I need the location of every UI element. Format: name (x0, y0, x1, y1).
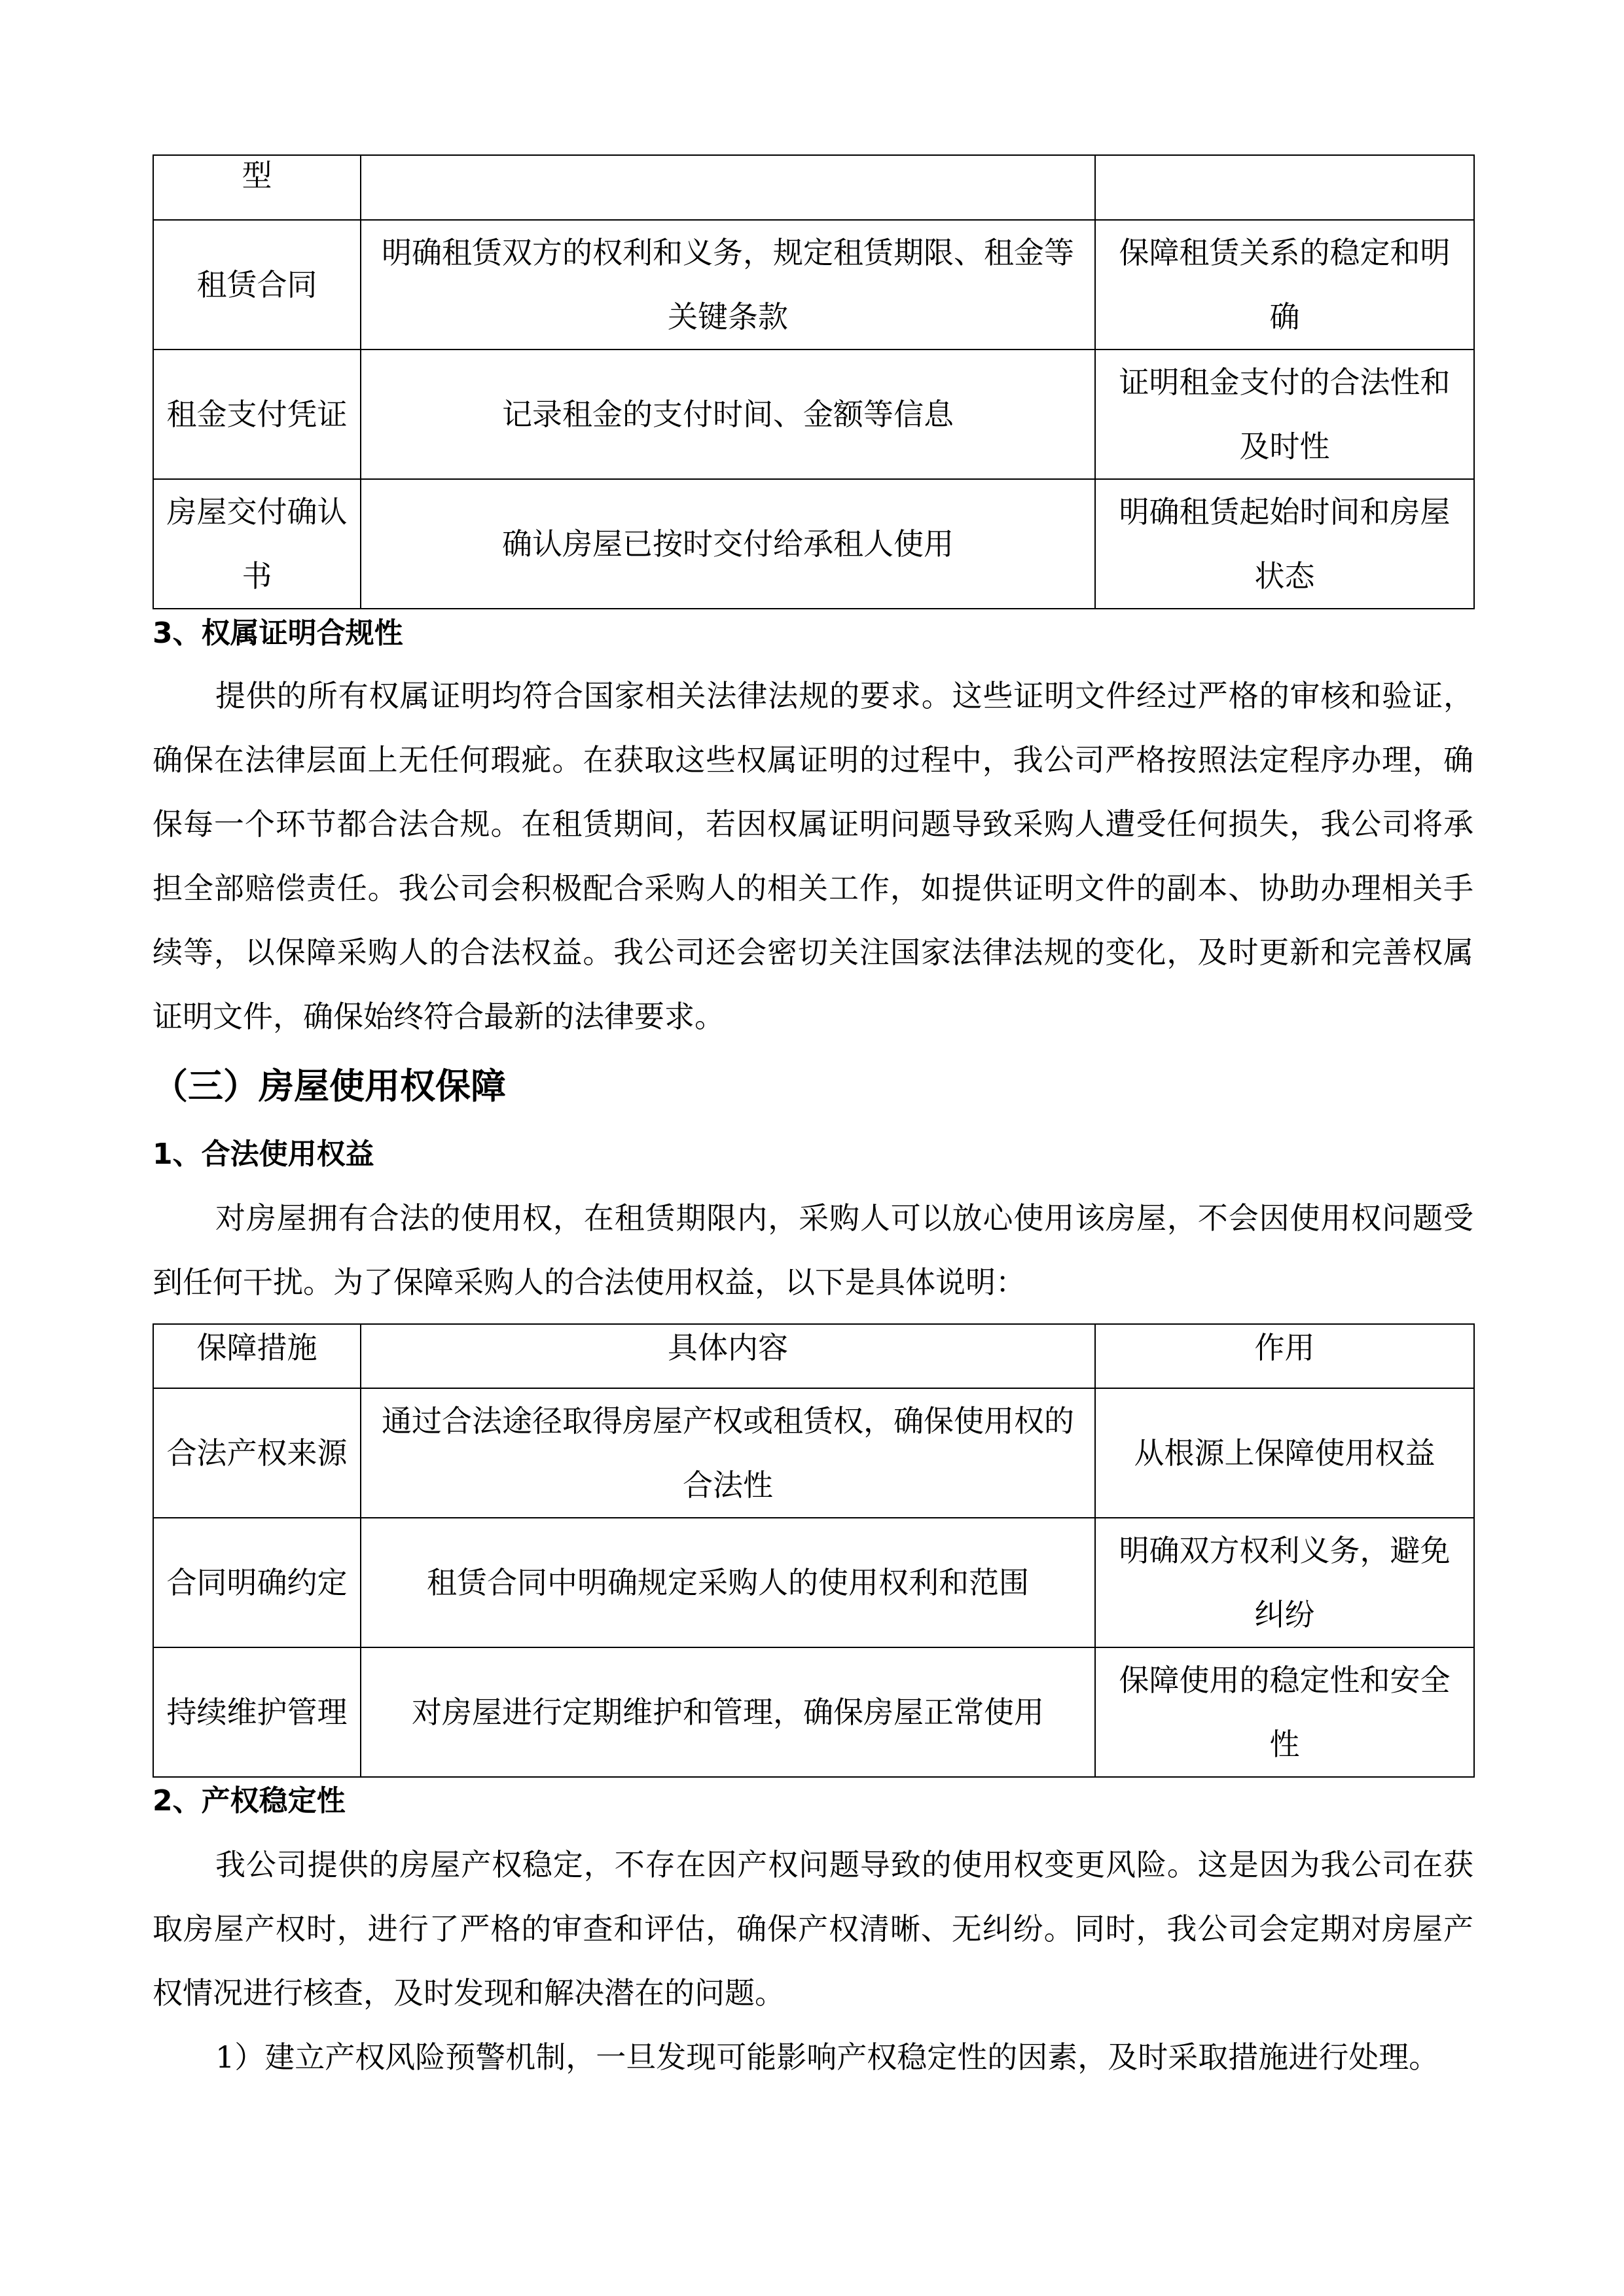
section-heading: 1、合法使用权益 (153, 1138, 374, 1171)
table-cell-text: 确认房屋已按时交付给承租人使用 (502, 526, 954, 562)
table-cell (153, 1647, 361, 1777)
table-cell-text: 型 (242, 158, 272, 193)
table-header-text: 保障措施 (196, 1330, 317, 1365)
section-paragraph: 我公司提供的房屋产权稳定，不存在因产权问题导致的使用权变更风险。这是因为我公司在获取房屋产权时，进行了严格的审查和评估，确保产权清晰、无纠纷。同时，我公司会定期对房屋产权情况进行核查，及时发现和解决潜在的问题。 (153, 1847, 1473, 2011)
table-row (153, 350, 1474, 479)
section-paragraph: 1）建立产权风险预警机制，一旦发现可能影响产权稳定性的因素，及时采取措施进行处理。 (215, 2039, 1439, 2075)
table-header-cell (361, 1324, 1095, 1388)
table-cell-text: 房屋交付确认书 (166, 494, 348, 594)
table-cell (361, 220, 1095, 350)
table-header-row (153, 1324, 1474, 1388)
table-cell (361, 350, 1095, 479)
table-cell (1095, 1518, 1474, 1647)
table-cell (153, 479, 361, 609)
table-cell (153, 155, 361, 220)
table-cell (153, 350, 361, 479)
table-cell-text: 明确双方权利义务，避免纠纷 (1119, 1533, 1451, 1632)
table-cell-text: 记录租金的支付时间、金额等信息 (502, 397, 954, 432)
table-cell (361, 479, 1095, 609)
table-cell-text: 租赁合同 (196, 267, 317, 302)
table-cell (1095, 155, 1474, 220)
ownership-documents-table (153, 154, 1475, 609)
table-cell (153, 1388, 361, 1518)
table-cell-text: 持续维护管理 (166, 1695, 348, 1730)
table-cell (361, 1518, 1095, 1647)
table-cell (1095, 479, 1474, 609)
table-row (153, 220, 1474, 350)
table-cell (153, 1518, 361, 1647)
table-cell-text: 通过合法途径取得房屋产权或租赁权，确保使用权的合法性 (382, 1403, 1074, 1503)
table-header-text: 作用 (1254, 1330, 1315, 1365)
table-cell (361, 155, 1095, 220)
table-cell (361, 1388, 1095, 1518)
table-cell (361, 1647, 1095, 1777)
table-row (153, 1518, 1474, 1647)
table-cell-text: 租赁合同中明确规定采购人的使用权利和范围 (427, 1565, 1029, 1600)
table-header-cell (153, 1324, 361, 1388)
table-row (153, 155, 1474, 220)
table-cell-text: 合法产权来源 (166, 1435, 348, 1471)
usage-rights-table (153, 1323, 1475, 1778)
table-cell (153, 220, 361, 350)
table-row (153, 1647, 1474, 1777)
table-row (153, 1388, 1474, 1518)
table-cell (1095, 1388, 1474, 1518)
table-cell-text: 从根源上保障使用权益 (1134, 1435, 1435, 1471)
table-cell-text: 证明租金支付的合法性和及时性 (1119, 365, 1451, 464)
chapter-heading: （三）房屋使用权保障 (153, 1066, 506, 1107)
section-paragraph: 对房屋拥有合法的使用权，在租赁期限内，采购人可以放心使用该房屋，不会因使用权问题受到任何干扰。为了保障采购人的合法使用权益，以下是具体说明： (153, 1200, 1473, 1300)
table-cell-text: 合同明确约定 (166, 1565, 348, 1600)
table-row (153, 479, 1474, 609)
section-heading: 3、权属证明合规性 (153, 617, 403, 650)
section-heading: 2、产权稳定性 (153, 1784, 346, 1818)
table-cell-text: 明确租赁双方的权利和义务，规定租赁期限、租金等关键条款 (382, 235, 1074, 334)
table-cell-text: 明确租赁起始时间和房屋状态 (1119, 494, 1451, 594)
table-header-text: 具体内容 (668, 1330, 788, 1365)
table-header-cell (1095, 1324, 1474, 1388)
section-paragraph: 提供的所有权属证明均符合国家相关法律法规的要求。这些证明文件经过严格的审核和验证，确保在法律层面上无任何瑕疵。在获取这些权属证明的过程中，我公司严格按照法定程序办理，确保每一个环节都合法合规。在租赁期间，若因权属证明问题导致采购人遭受任何损失，我公司将承担全部赔偿责任。我公司会积极配合采购人的相关工作，如提供证明文件的副本、协助办理相关手续等，以保障采购人的合法权益。我公司还会密切关注国家法律法规的变化，及时更新和完善权属证明文件，确保始终符合最新的法律要求。 (153, 678, 1473, 1034)
table-cell (1095, 350, 1474, 479)
table-cell-text: 租金支付凭证 (166, 397, 348, 432)
table-cell (1095, 220, 1474, 350)
table-cell-text: 对房屋进行定期维护和管理，确保房屋正常使用 (412, 1695, 1044, 1730)
table-cell (1095, 1647, 1474, 1777)
table-cell-text: 保障租赁关系的稳定和明确 (1119, 235, 1451, 334)
table-cell-text: 保障使用的稳定性和安全性 (1119, 1662, 1451, 1762)
